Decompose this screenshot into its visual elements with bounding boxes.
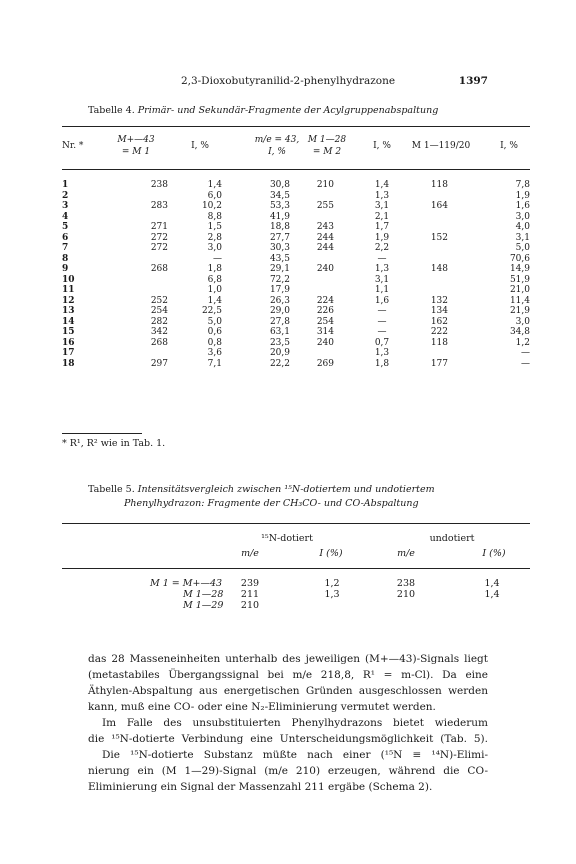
cell-nr: 2	[62, 190, 69, 201]
cell-me43: 72,2	[269, 274, 290, 285]
cell-m1: 268	[150, 337, 168, 348]
cell-me43: 26,3	[269, 295, 290, 306]
table5-me1-text: m/e	[241, 548, 259, 559]
cell-me43: 34,5	[269, 190, 290, 201]
cell-i1: 22,5	[201, 306, 222, 316]
col-nr-header: Nr. *	[62, 141, 84, 151]
cell-m119: 222	[430, 327, 448, 337]
table4-footnote: * R¹, R² wie in Tab. 1.	[62, 438, 166, 449]
cell-i2: —	[377, 306, 387, 316]
cell-m1: 283	[150, 201, 168, 211]
table5-me2-header	[386, 548, 426, 559]
cell-m119: 177	[430, 358, 448, 369]
table-row	[62, 338, 530, 349]
cell-m1: 271	[150, 222, 168, 232]
cell-m1: 252	[150, 295, 168, 306]
cell-m2: 210	[316, 180, 334, 190]
cell-i3: 3,0	[515, 316, 530, 327]
cell-m2: 314	[316, 327, 334, 337]
cell-nr: 3	[62, 201, 69, 211]
col-m1-line1: M+—43	[117, 135, 155, 145]
cell-nr: 7	[62, 243, 69, 253]
table5-me2-text: m/e	[397, 548, 415, 559]
cell-m1: 282	[150, 316, 168, 327]
table5-i1-text: I (%)	[319, 548, 343, 559]
cell-m2: 224	[316, 295, 334, 306]
col-i2-header: I, %	[373, 141, 391, 151]
cell-m2: 269	[316, 358, 334, 369]
text-line: das 28 Masseneinheiten unterhalb des jeweiligen (M+—43)-Signals liegt	[88, 653, 488, 665]
cell-me43: 17,9	[269, 285, 290, 295]
cell-m2: 254	[316, 316, 334, 327]
cell-label: M 1—28	[183, 589, 224, 600]
cell-i1: 2,8	[207, 232, 222, 243]
cell-me43: 30,8	[269, 180, 290, 190]
table-row	[62, 578, 530, 589]
cell-i2: 3,1	[374, 274, 390, 285]
cell-m119: 132	[430, 295, 448, 306]
cell-me43: 20,9	[269, 348, 290, 358]
cell-nr: 13	[62, 306, 75, 316]
text-line: die ¹⁵N-dotierte Verbindung eine Unterscheidungsmöglichkeit (Tab. 5).	[88, 733, 488, 745]
cell-i1: 0,6	[207, 327, 222, 337]
cell-i1: 0,8	[207, 337, 222, 348]
cell-m1: 272	[150, 232, 168, 243]
cell-me43: 22,2	[269, 358, 290, 369]
text-line: nierung ein (M 1—29)-Signal (m/e 210) erzeugen, während die CO-	[88, 765, 488, 777]
text-line: Im Falle des unsubstituierten Phenylhydrazons bietet wiederum	[102, 717, 488, 729]
cell-nr: 1	[62, 180, 69, 190]
cell-i3: 14,9	[509, 264, 530, 274]
table5-header	[62, 524, 530, 568]
cell-nr: 16	[62, 337, 75, 348]
cell-me43: 27,7	[269, 232, 290, 243]
cell-nr: 18	[62, 358, 75, 369]
cell-nr: 12	[62, 295, 75, 306]
cell-i1: 1,4	[207, 295, 222, 306]
col-m1-line2: = M 1	[121, 147, 151, 157]
cell-i2: 3,1	[374, 201, 390, 211]
running-title: 2,3-Dioxobutyranilid-2-phenylhydrazone	[180, 75, 396, 87]
table5-group1-header: ¹⁵N-dotiert	[261, 533, 313, 544]
table-row	[62, 212, 530, 223]
cell-nr: 8	[62, 253, 69, 264]
cell-i2: —	[377, 327, 387, 337]
cell-i2: 2,1	[374, 211, 390, 222]
cell-me43: 23,5	[269, 337, 290, 348]
cell-me43: 18,8	[269, 222, 290, 232]
table-row	[62, 589, 530, 600]
table-row	[62, 327, 530, 338]
cell-i1: 10,2	[201, 201, 222, 211]
table5	[62, 523, 530, 611]
table4	[62, 126, 530, 369]
cell-i1: 7,1	[207, 358, 222, 369]
text-line: (metastabiles Übergangssignal bei m/e 218,8, R¹ = m-Cl). Da eine	[88, 669, 488, 681]
cell-i1: 1,4	[207, 180, 222, 190]
table-row	[62, 317, 530, 328]
running-header	[88, 75, 488, 89]
table5-caption-line2: Phenylhydrazon: Fragmente der CH₃CO- und CO-Abspaltung	[124, 498, 419, 509]
table-row	[62, 233, 530, 244]
cell-i2: 1,9	[374, 232, 390, 243]
text-line: Äthylen-Abspaltung aus energetischen Gründen ausgeschlossen werden	[88, 685, 488, 697]
table4-body	[62, 170, 530, 369]
cell-i1: 1,8	[207, 264, 222, 274]
cell-i2: 1,3	[374, 264, 390, 274]
cell-i1: 5,0	[207, 316, 222, 327]
cell-m119: 118	[430, 337, 448, 348]
cell-nr: 17	[62, 348, 75, 358]
cell-i3: 5,0	[515, 243, 530, 253]
table5-body	[62, 569, 530, 611]
cell-i2: 0,7	[374, 337, 390, 348]
text-line: kann, muß eine CO- oder eine N₂-Eliminierung vermutet werden.	[88, 701, 436, 713]
cell-m1: 342	[150, 327, 168, 337]
table-row	[62, 285, 530, 296]
cell-me43: 30,3	[269, 243, 290, 253]
cell-me1: 239	[240, 578, 260, 589]
cell-i2: 1,4	[484, 589, 500, 600]
col-m2-line2: = M 2	[312, 147, 342, 157]
table5-me1-header	[230, 548, 270, 559]
cell-i3: 7,8	[515, 180, 530, 190]
cell-i1: 3,0	[207, 243, 222, 253]
cell-nr: 9	[62, 264, 69, 274]
cell-i1: 6,8	[207, 274, 222, 285]
cell-m1: 254	[150, 306, 168, 316]
cell-i1: 1,2	[324, 578, 340, 589]
footnote-rule	[62, 433, 142, 434]
cell-m1: 238	[150, 180, 168, 190]
cell-i1: 1,5	[207, 222, 222, 232]
cell-i2: 1,1	[374, 285, 390, 295]
cell-i2: 1,3	[374, 348, 390, 358]
col-m119-header: M 1—119/20	[411, 141, 471, 151]
cell-i3: 11,4	[509, 295, 530, 306]
cell-m2: 244	[316, 232, 334, 243]
cell-i2: 2,2	[374, 243, 390, 253]
cell-i2: 1,3	[374, 190, 390, 201]
table-row	[62, 296, 530, 307]
table5-caption-line1: Intensitätsvergleich zwischen ¹⁵N-dotiertem und undotiertem	[137, 484, 435, 495]
col-m1-header	[106, 134, 166, 158]
table4-caption-label: Tabelle 4.	[88, 105, 135, 116]
cell-i3: 34,8	[509, 327, 530, 337]
cell-m119: 148	[430, 264, 448, 274]
col-m2-header	[302, 134, 352, 158]
cell-m1: 297	[150, 358, 168, 369]
cell-nr: 11	[62, 285, 75, 295]
cell-m2: 244	[316, 243, 334, 253]
cell-i2: 1,7	[374, 222, 390, 232]
text-line: Die ¹⁵N-dotierte Substanz müßte nach einer (¹⁵N ≡ ¹⁴N)-Elimi-	[102, 749, 488, 761]
table-row	[62, 275, 530, 286]
cell-i3: 1,6	[515, 201, 530, 211]
cell-i3: 21,0	[509, 285, 530, 295]
cell-nr: 15	[62, 327, 75, 337]
cell-i2: 1,6	[374, 295, 390, 306]
cell-i3: 4,0	[515, 222, 530, 232]
cell-m119: 164	[430, 201, 448, 211]
cell-me43: 63,1	[269, 327, 290, 337]
cell-i3: —	[521, 348, 530, 358]
col-m2-line1: M 1—28	[307, 135, 347, 145]
cell-nr: 4	[62, 211, 69, 222]
cell-i2: 1,4	[484, 578, 500, 589]
cell-i3: 3,1	[515, 232, 530, 243]
table5-caption	[88, 483, 488, 511]
cell-i2: —	[377, 316, 387, 327]
cell-me43: 53,3	[269, 201, 290, 211]
table-row	[62, 180, 530, 191]
cell-i1: 3,6	[207, 348, 222, 358]
cell-me1: 211	[240, 589, 260, 600]
table-row	[62, 600, 530, 611]
cell-m119: 134	[430, 306, 448, 316]
col-me43-header	[252, 134, 302, 158]
table-row	[62, 243, 530, 254]
table-row	[62, 306, 530, 317]
cell-i3: —	[521, 358, 530, 369]
body-text	[88, 651, 488, 795]
cell-m2: 240	[316, 264, 334, 274]
col-me43-line1: m/e = 43,	[254, 135, 300, 145]
cell-m2: 243	[316, 222, 334, 232]
cell-label: M 1 = M+—43	[150, 578, 223, 589]
table4-header	[62, 127, 530, 169]
cell-i2: —	[377, 253, 387, 264]
table-row	[62, 348, 530, 359]
cell-i1: 1,0	[207, 285, 222, 295]
cell-nr: 5	[62, 222, 69, 232]
cell-me43: 29,1	[269, 264, 290, 274]
table-row	[62, 191, 530, 202]
cell-i3: 51,9	[509, 274, 530, 285]
cell-i3: 1,2	[515, 337, 530, 348]
cell-nr: 14	[62, 316, 75, 327]
cell-i2: 1,4	[374, 180, 390, 190]
col-i1-header: I, %	[191, 141, 209, 151]
table4-caption	[88, 105, 438, 116]
cell-me2: 210	[396, 589, 416, 600]
cell-m2: 255	[316, 201, 334, 211]
cell-nr: 6	[62, 232, 69, 243]
cell-me1: 210	[240, 600, 260, 611]
col-me43-line2: I, %	[268, 147, 286, 157]
table5-i1-header	[306, 548, 356, 559]
cell-m119: 118	[430, 180, 448, 190]
page-number: 1397	[458, 75, 488, 87]
col-i3-header: I, %	[500, 141, 518, 151]
cell-label: M 1—29	[183, 600, 224, 611]
table4-caption-text: Primär- und Sekundär-Fragmente der Acylgruppenabspaltung	[137, 105, 439, 116]
table5-i2-text: I (%)	[482, 548, 506, 559]
cell-nr: 10	[62, 274, 75, 285]
table5-group2-header: undotiert	[429, 533, 475, 544]
table-row	[62, 222, 530, 233]
table-row	[62, 201, 530, 212]
cell-me43: 29,0	[269, 306, 290, 316]
table-row	[62, 359, 530, 370]
cell-m1: 268	[150, 264, 168, 274]
cell-m1: 272	[150, 243, 168, 253]
table-row	[62, 264, 530, 275]
cell-me43: 27,8	[269, 316, 290, 327]
cell-m2: 240	[316, 337, 334, 348]
cell-me43: 43,5	[269, 253, 290, 264]
cell-m2: 226	[316, 306, 334, 316]
cell-i1: 1,3	[324, 589, 340, 600]
cell-i2: 1,8	[374, 358, 390, 369]
cell-i3: 70,6	[509, 253, 530, 264]
cell-i3: 21,9	[509, 306, 530, 316]
cell-me43: 41,9	[269, 211, 290, 222]
cell-i1: —	[213, 253, 222, 264]
cell-me2: 238	[396, 578, 416, 589]
cell-i1: 6,0	[207, 190, 222, 201]
cell-m119: 152	[430, 232, 448, 243]
table5-caption-label: Tabelle 5.	[88, 484, 135, 495]
text-line: Eliminierung ein Signal der Massenzahl 211 ergäbe (Schema 2).	[88, 781, 433, 793]
table5-i2-header	[466, 548, 522, 559]
table-row	[62, 254, 530, 265]
cell-i3: 1,9	[515, 190, 530, 201]
cell-i1: 8,8	[207, 211, 222, 222]
cell-m119: 162	[430, 316, 448, 327]
cell-i3: 3,0	[515, 211, 530, 222]
